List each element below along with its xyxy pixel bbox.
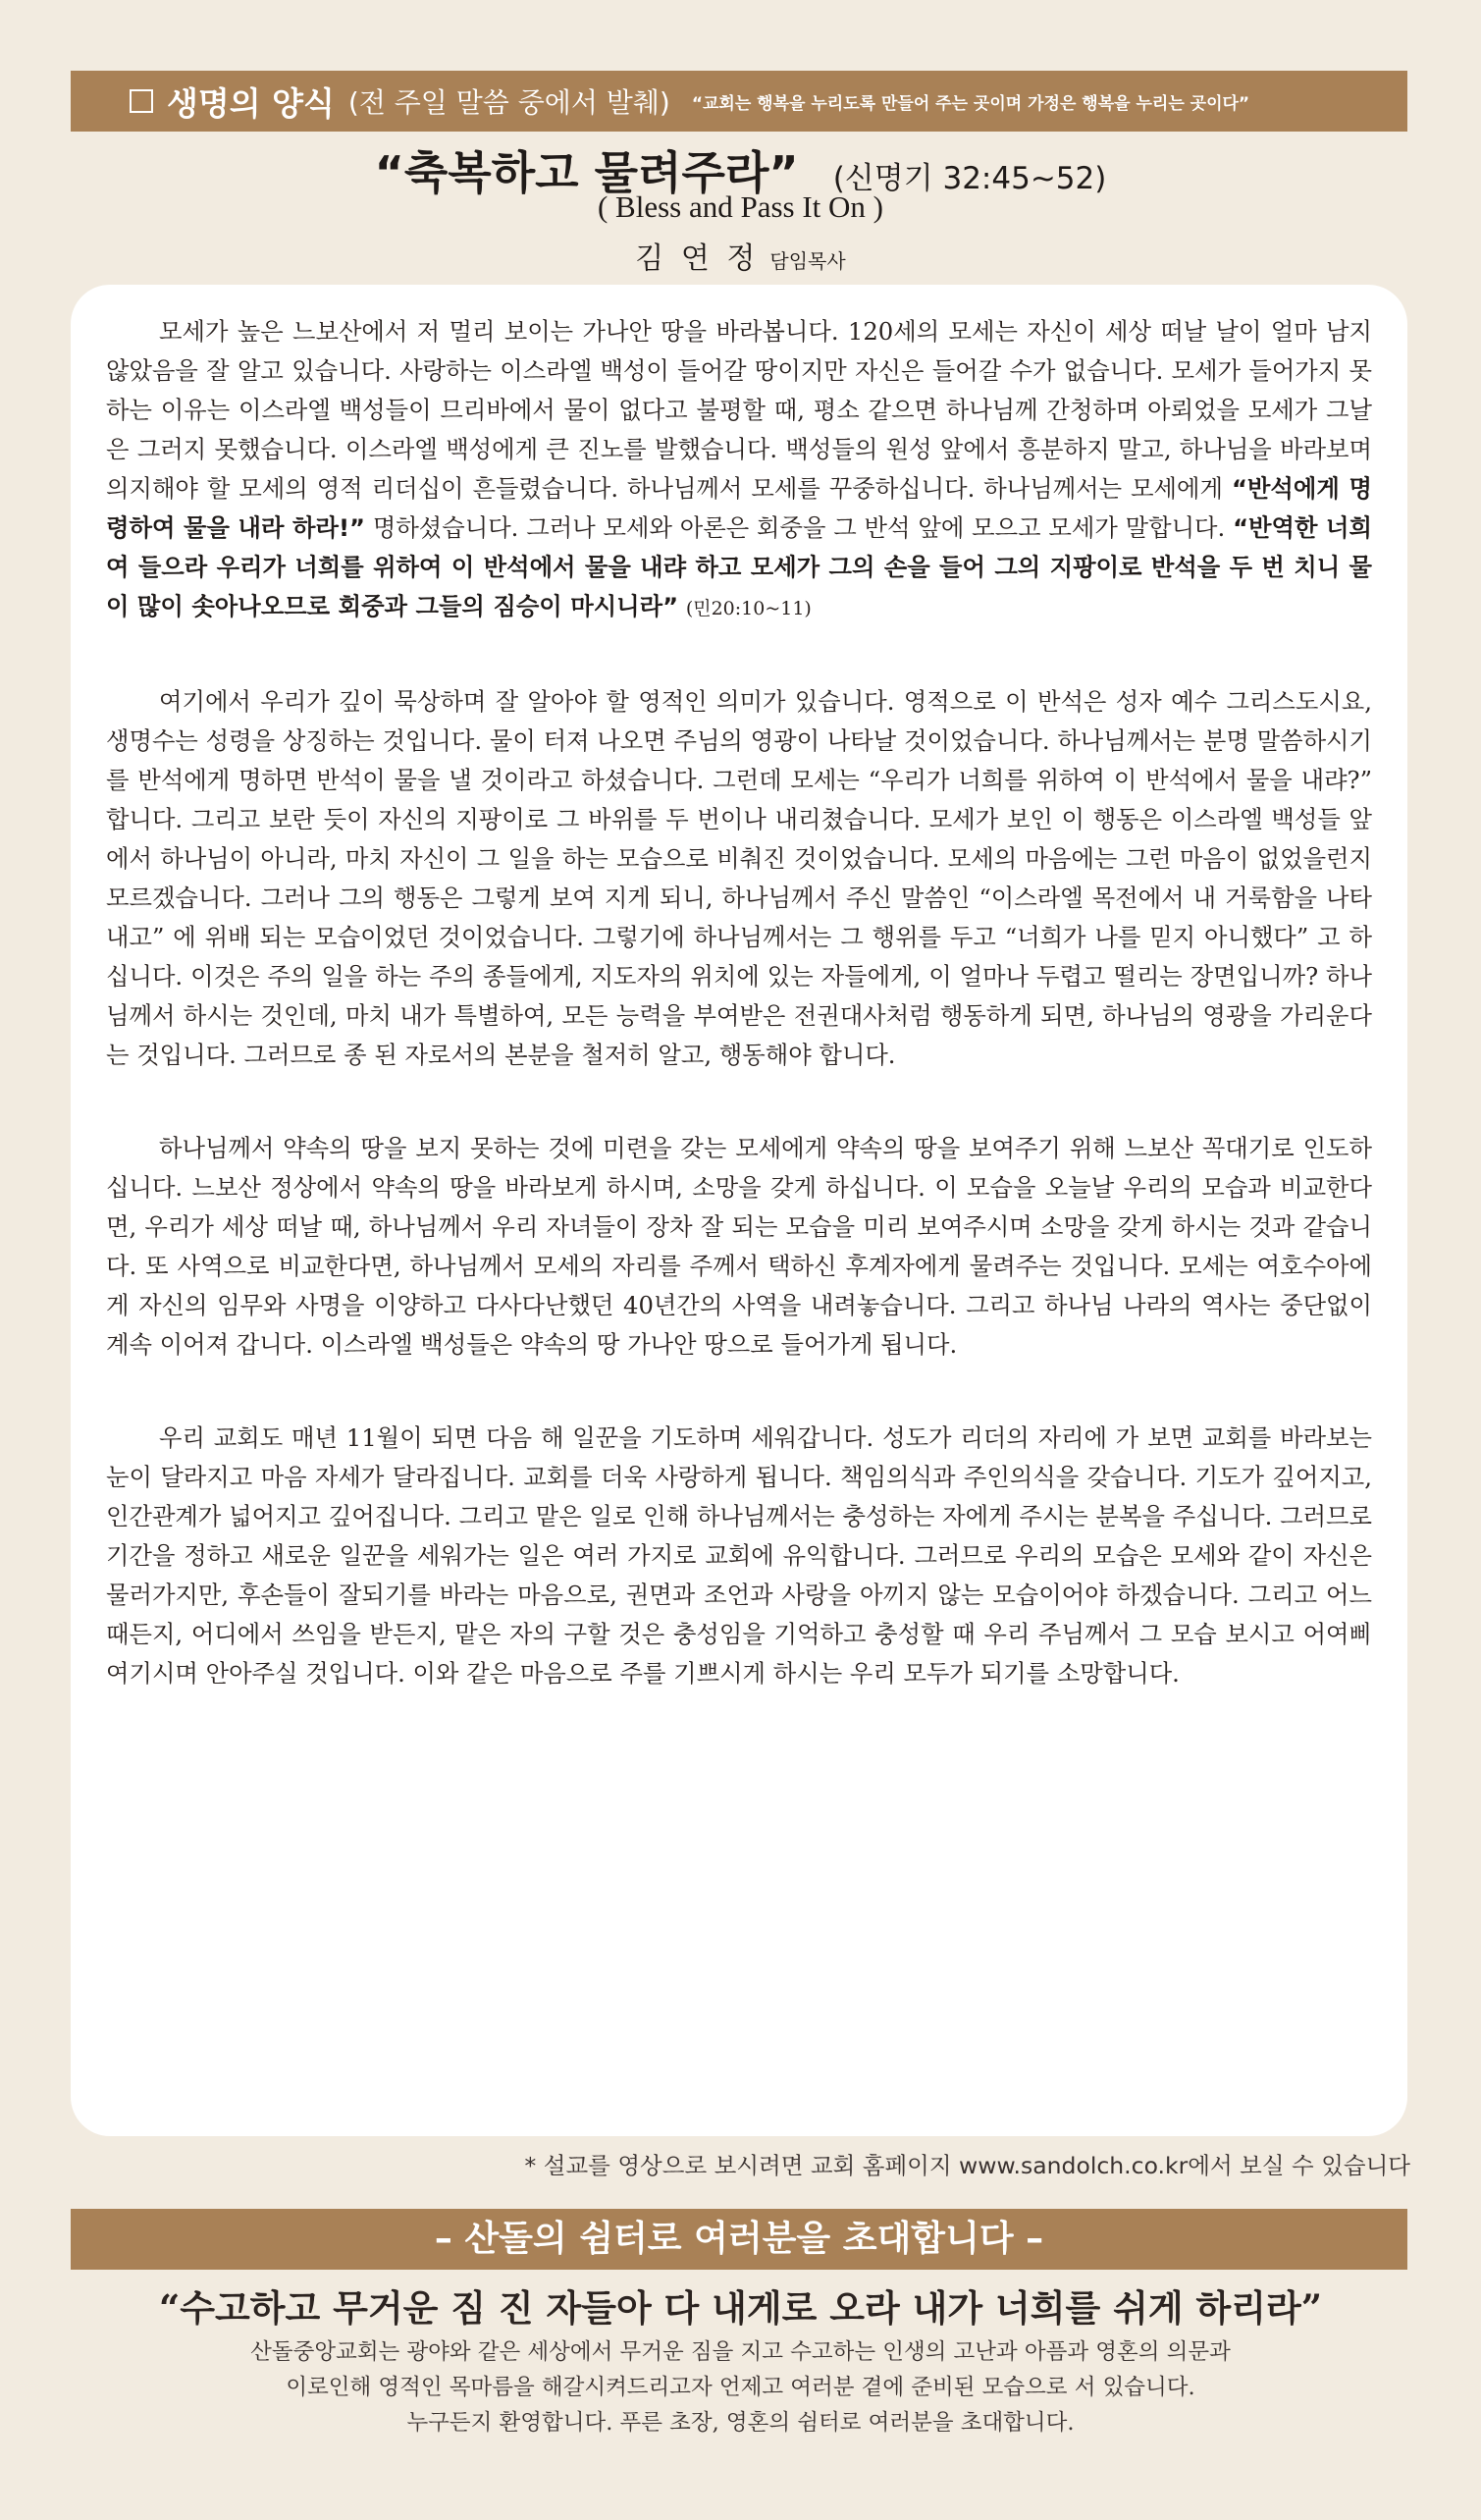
invite-description (0, 2334, 1481, 2440)
sermon-title: “축복하고 물려주라” (374, 146, 799, 199)
section-subtitle: (전 주일 말씀 중에서 발췌) (347, 86, 670, 119)
author-name: 김 연 정 (635, 241, 760, 276)
invite-line: 산돌중앙교회는 광야와 같은 세상에서 무거운 짐을 지고 수고하는 인생의 고난과 아픔과 영혼의 의문과 (250, 2339, 1231, 2365)
sermon-paragraph-4: 우리 교회도 매년 11월이 되면 다음 해 일꾼을 기도하며 세워갑니다. 성도가 리더의 자리에 가 보면 교회를 바라보는 눈이 달라지고 마음 자세가 달라집니다. 교회를 더욱 사랑하게 됩니다. 책임의식과 주인의식을 갖습니다. 기도가 깊어지고, 인간관계가 넓어지고 깊어집니다. 그리고 맡은 일로 인해 하나님께서는 충성하는 자에게 주시는 분복을 주십니다. 그러므로 기간을 정하고 새로운 일꾼을 세워가는 일은 여러 가지로 교회에 유익합니다. 그러므로 우리의 모습은 모세와 같이 자신은 물러가지만, 후손들이 잘되기를 바라는 마음으로, 권면과 조언과 사랑을 아끼지 않는 모습이어야 하겠습니다. 그리고 어느 때든지, 어디에서 쓰임을 받든지, 맡은 자의 구할 것은 충성임을 기억하고 충성할 때 우리 주님께서 그 모습 보시고 어여삐 여기시며 안아주실 것입니다. 이와 같은 마음으로 주를 기쁘시게 하시는 우리 모두가 되기를 소망합니다. (106, 1423, 1372, 1688)
author-role: 담임목사 (769, 249, 846, 273)
bold-quote: “반석에게 명령하여 물을 내라 하라!” (106, 474, 1372, 542)
checkbox-square-icon (130, 89, 153, 113)
section-title: 생명의 양식 (167, 83, 335, 123)
author-line (0, 234, 1481, 277)
scripture-reference: (신명기 32:45~52) (832, 161, 1107, 196)
bold-quote: “반역한 너희여 들으라 우리가 너희를 위하여 이 반석에서 물을 내랴 하고 모세가 그의 손을 들어 그의 지팡이로 반석을 두 번 치니 물이 많이 솟아나오므로 회중과 그들의 짐승이 마시니라” (106, 513, 1372, 620)
video-footnote: * 설교를 영상으로 보시려면 교회 홈페이지 www.sandolch.co.kr에서 보실 수 있습니다 (524, 2152, 1410, 2179)
paragraph-text: 명하셨습니다. 그러나 모세와 아론은 회중을 그 반석 앞에 모으고 모세가 말합니다. (372, 513, 1226, 542)
sermon-paragraph-2: 여기에서 우리가 깊이 묵상하며 잘 알아야 할 영적인 의미가 있습니다. 영적으로 이 반석은 성자 예수 그리스도시요, 생명수는 성령을 상징하는 것입니다. 물이 터져 나오면 주님의 영광이 나타날 것이었습니다. 하나님께서는 분명 말씀하시기를 반석에게 명하면 반석이 물을 낼 것이라고 하셨습니다. 그런데 모세는 “우리가 너희를 위하여 이 반석에서 물을 내랴?” 합니다. 그리고 보란 듯이 자신의 지팡이로 그 바위를 두 번이나 내리쳤습니다. 모세가 보인 이 행동은 이스라엘 백성들 앞에서 하나님이 아니라, 마치 자신이 그 일을 하는 모습으로 비춰진 것이었습니다. 모세의 마음에는 그런 마음이 없었을런지 모르겠습니다. 그러나 그의 행동은 그렇게 보여 지게 되니, 하나님께서 주신 말씀인 “이스라엘 목전에서 내 거룩함을 나타내고” 에 위배 되는 모습이었던 것이었습니다. 그렇기에 하나님께서는 그 행위를 두고 “너희가 나를 믿지 아니했다” 고 하십니다. 이것은 주의 일을 하는 주의 종들에게, 지도자의 위치에 있는 자들에게, 이 얼마나 두렵고 떨리는 장면입니까? 하나님께서 하시는 것인데, 마치 내가 특별하여, 모든 능력을 부여받은 전권대사처럼 행동하게 되면, 하나님의 영광을 가리운다는 것입니다. 그러므로 종 된 자로서의 본분을 철저히 알고, 행동해야 합니다. (106, 687, 1372, 1069)
invite-banner: – 산돌의 쉼터로 여러분을 초대합니다 – (71, 2209, 1407, 2270)
section-header-bar (71, 71, 1407, 132)
bible-reference: (민20:10~11) (685, 598, 812, 619)
sermon-body-card (71, 285, 1407, 2136)
sermon-paragraph-1 (106, 312, 1372, 628)
sermon-paragraph-3: 하나님께서 약속의 땅을 보지 못하는 것에 미련을 갖는 모세에게 약속의 땅을 보여주기 위해 느보산 꼭대기로 인도하십니다. 느보산 정상에서 약속의 땅을 바라보게 하시며, 소망을 갖게 하십니다. 이 모습을 오늘날 우리의 모습과 비교한다면, 우리가 세상 떠날 때, 하나님께서 우리 자녀들이 장차 잘 되는 모습을 미리 보여주시며 소망을 갖게 하시는 것과 같습니다. 또 사역으로 비교한다면, 하나님께서 모세의 자리를 주께서 택하신 후계자에게 물려주는 것입니다. 모세는 여호수아에게 자신의 임무와 사명을 이양하고 다사다난했던 40년간의 사역을 내려놓습니다. 그리고 하나님 나라의 역사는 중단없이 계속 이어져 갑니다. 이스라엘 백성들은 약속의 땅 가나안 땅으로 들어가게 됩니다. (106, 1134, 1372, 1359)
invite-line: 이로인해 영적인 목마름을 해갈시켜드리고자 언제고 여러분 곁에 준비된 모습으로 서 있습니다. (286, 2375, 1195, 2400)
invite-quote: “수고하고 무거운 짐 진 자들아 다 내게로 오라 내가 너희를 쉬게 하리라” (158, 2286, 1323, 2330)
english-title: ( Bless and Pass It On ) (597, 189, 884, 224)
invite-line: 누구든지 환영합니다. 푸른 초장, 영혼의 쉼터로 여러분을 초대합니다. (406, 2410, 1075, 2436)
paragraph-text: 모세가 높은 느보산에서 저 멀리 보이는 가나안 땅을 바라봅니다. 120세의 모세는 자신이 세상 떠날 날이 얼마 남지 않았음을 잘 알고 있습니다. 사랑하는 이스라엘 백성이 들어갈 땅이지만 자신은 들어갈 수가 없습니다. 모세가 들어가지 못하는 이유는 이스라엘 백성들이 므리바에서 물이 없다고 불평할 때, 평소 같으면 하나님께 간청하며 아뢰었을 모세가 그날은 그러지 못했습니다. 이스라엘 백성에게 큰 진노를 발했습니다. 백성들의 원성 앞에서 흥분하지 말고, 하나님을 바라보며 의지해야 할 모세의 영적 리더십이 흔들렸습니다. 하나님께서 모세를 꾸중하십니다. 하나님께서는 모세에게 (106, 317, 1372, 503)
section-motto: “교회는 행복을 누리도록 만들어 주는 곳이며 가정은 행복을 누리는 곳이다” (691, 93, 1250, 114)
